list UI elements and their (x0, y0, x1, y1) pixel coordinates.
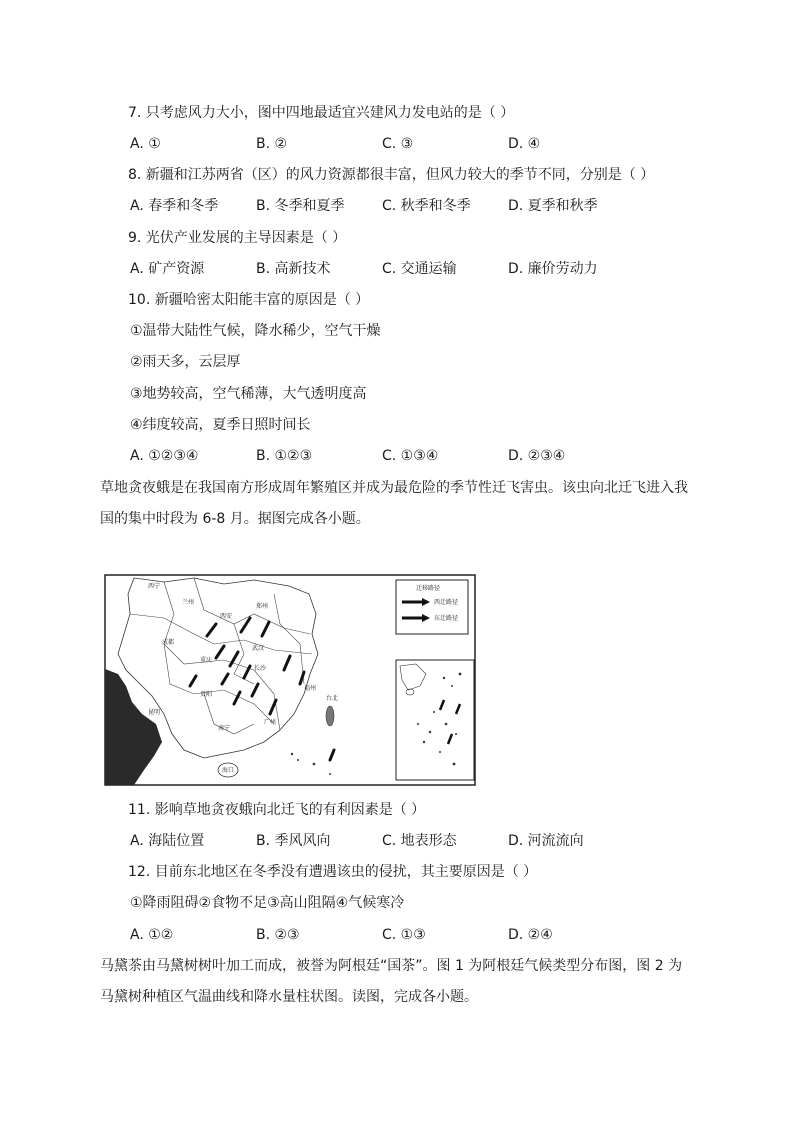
label-nanning: 南宁 (218, 725, 231, 732)
label-taibei: 台北 (326, 695, 339, 702)
map-legend (396, 580, 468, 634)
q7-option-d[interactable]: D. ④ (508, 136, 541, 152)
q10-option-a[interactable]: A. ①②③④ (130, 448, 199, 464)
q7-option-c[interactable]: C. ③ (382, 136, 414, 152)
q9-option-a[interactable]: A. 矿产资源 (130, 261, 205, 277)
label-zhengzhou: 郑州 (256, 603, 269, 610)
q12-option-d[interactable]: D. ②④ (508, 927, 553, 943)
q11-option-b[interactable]: B. 季风风向 (256, 833, 331, 849)
q12-option-b[interactable]: B. ②③ (256, 927, 300, 943)
q10-item-3: ③地势较高，空气稀薄，大气透明度高 (130, 386, 367, 402)
label-chongqing: 重庆 (200, 657, 213, 664)
migration-map (104, 574, 476, 786)
legend-title: 迁移路径 (416, 585, 441, 592)
label-guangzhou: 广州 (264, 719, 277, 726)
passage-1-line-2: 国的集中时段为 6-8 月。据图完成各小题。 (100, 511, 370, 527)
label-wuhan: 武汉 (252, 645, 265, 652)
label-lanzhou: 兰州 (182, 599, 195, 606)
q10-item-1: ①温带大陆性气候，降水稀少，空气干燥 (130, 323, 381, 339)
q9-option-d[interactable]: D. 廉价劳动力 (508, 261, 598, 277)
q9-stem: 9. 光伏产业发展的主导因素是（ ） (128, 230, 347, 246)
q9-option-b[interactable]: B. 高新技术 (256, 261, 331, 277)
q7-option-a[interactable]: A. ① (130, 136, 161, 152)
q12-item-1: ①降雨阻碍②食物不足③高山阻隔④气候寒冷 (130, 895, 405, 911)
label-kunming: 昆明 (148, 709, 161, 716)
south-sea-inset (396, 660, 474, 780)
legend-east-label: 东迁路径 (434, 615, 459, 622)
migration-map-svg (104, 574, 476, 786)
label-xining: 西宁 (148, 583, 161, 590)
label-chengdu: 成都 (162, 639, 175, 646)
passage-2-line-1: 马黛茶由马黛树树叶加工而成，被誉为阿根廷“国茶”。图 1 为阿根廷气候类型分布图，图 2 为 (100, 958, 683, 974)
q12-stem: 12. 目前东北地区在冬季没有遭遇该虫的侵扰，其主要原因是（ ） (128, 864, 538, 880)
taiwan-island (326, 706, 334, 726)
legend-west-label: 西迁路径 (434, 599, 459, 606)
q11-stem: 11. 影响草地贪夜蛾向北迁飞的有利因素是（ ） (128, 802, 426, 818)
q7-stem: 7. 只考虑风力大小，图中四地最适宜兴建风力发电站的是（ ） (128, 105, 515, 121)
q7-option-b[interactable]: B. ② (256, 136, 288, 152)
q8-stem: 8. 新疆和江苏两省（区）的风力资源都很丰富，但风力较大的季节不同，分别是（ ） (128, 167, 655, 183)
q10-option-b[interactable]: B. ①②③ (256, 448, 313, 464)
q8-option-a[interactable]: A. 春季和冬季 (130, 198, 219, 214)
passage-1-line-1: 草地贪夜蛾是在我国南方形成周年繁殖区并成为最危险的季节性迁飞害虫。该虫向北迁飞进入我 (100, 480, 688, 496)
q8-option-b[interactable]: B. 冬季和夏季 (256, 198, 345, 214)
q9-option-c[interactable]: C. 交通运输 (382, 261, 457, 277)
q12-option-c[interactable]: C. ①③ (382, 927, 426, 943)
q8-option-d[interactable]: D. 夏季和秋季 (508, 198, 598, 214)
passage-2-line-2: 马黛树种植区气温曲线和降水量柱状图。读图，完成各小题。 (100, 989, 478, 1005)
q10-option-d[interactable]: D. ②③④ (508, 448, 566, 464)
label-guiyang: 贵阳 (200, 691, 213, 698)
q10-item-2: ②雨天多，云层厚 (130, 354, 241, 370)
q10-stem: 10. 新疆哈密太阳能丰富的原因是（ ） (128, 292, 370, 308)
label-haikou: 海口 (222, 767, 235, 774)
label-xian: 西安 (220, 613, 233, 620)
q12-option-a[interactable]: A. ①② (130, 927, 174, 943)
q8-option-c[interactable]: C. 秋季和冬季 (382, 198, 471, 214)
q11-option-c[interactable]: C. 地表形态 (382, 833, 457, 849)
q11-option-d[interactable]: D. 河流流向 (508, 833, 584, 849)
label-fuzhou: 福州 (304, 685, 317, 692)
q11-option-a[interactable]: A. 海陆位置 (130, 833, 205, 849)
q10-item-4: ④纬度较高，夏季日照时间长 (130, 417, 311, 433)
label-changsha: 长沙 (254, 665, 267, 672)
q10-option-c[interactable]: C. ①③④ (382, 448, 439, 464)
